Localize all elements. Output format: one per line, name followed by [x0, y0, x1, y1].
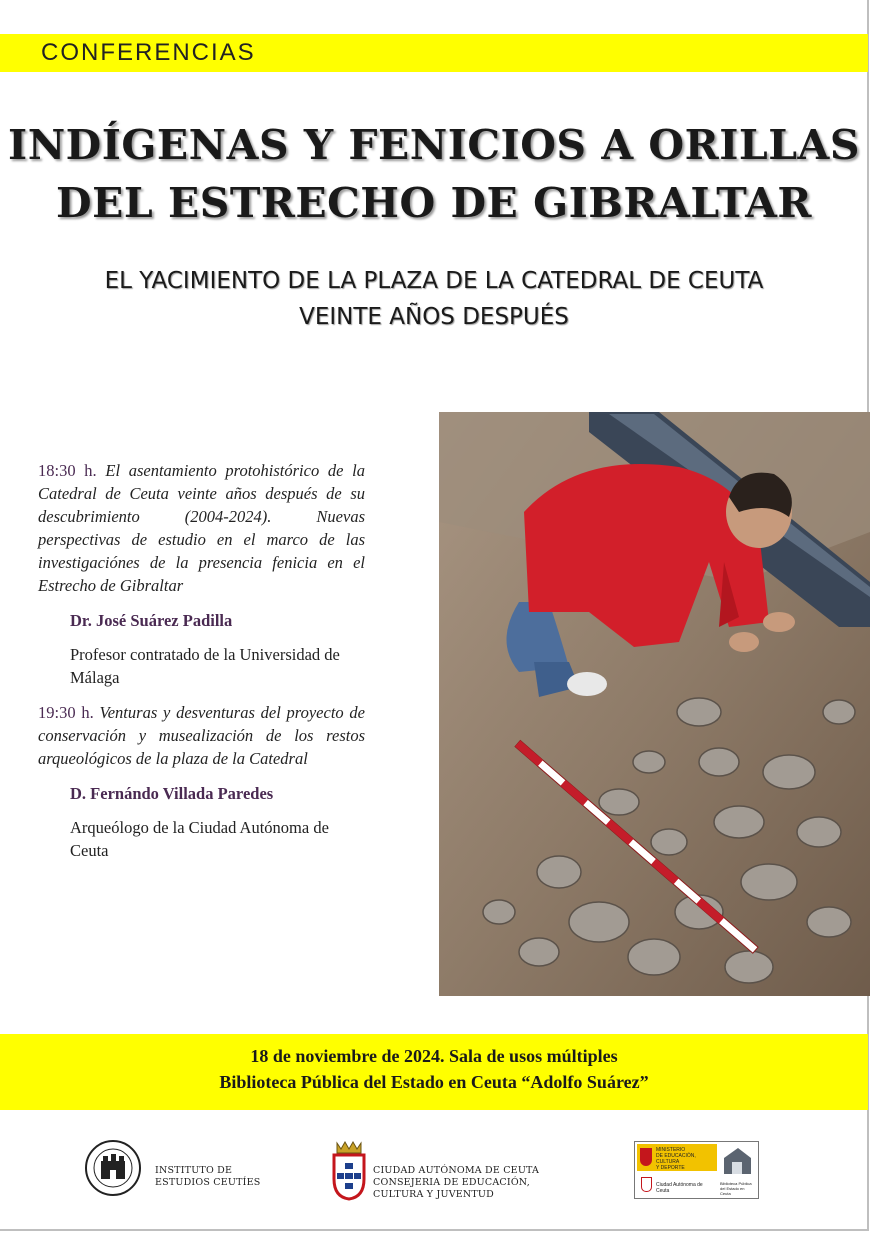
time-label: 18:30 h.	[38, 461, 97, 480]
event-info-band	[0, 1034, 868, 1110]
ceuta-small-badge: Ciudad Autónoma de Ceuta	[637, 1174, 717, 1196]
talk-description: Venturas y desventuras del proyecto de conservación y musealización de los restos arqueológicos de la plaza de la Catedral	[38, 703, 365, 768]
ceuta-coat-of-arms-icon	[331, 1141, 367, 1201]
main-title-line1: INDÍGENAS Y FENICIOS A ORILLAS	[8, 121, 860, 169]
program-list	[38, 459, 365, 862]
ministry-badge: MINISTERIO DE EDUCACIÓN, CULTURA Y DEPORTE	[637, 1144, 717, 1171]
time-label: 19:30 h.	[38, 703, 94, 722]
main-title-line2: DEL ESTRECHO DE GIBRALTAR	[56, 179, 812, 227]
category-band	[0, 34, 868, 72]
library-logo: Biblioteca Pública del Estado en Ceuta	[720, 1144, 755, 1196]
ministry-logos	[634, 1141, 759, 1199]
subtitle-line1: EL YACIMIENTO DE LA PLAZA DE LA CATEDRAL DE CEUTA	[104, 268, 764, 294]
event-date-venue: 18 de noviembre de 2024. Sala de usos múltiples	[250, 1046, 618, 1066]
event-library: Biblioteca Pública del Estado en Ceuta “Adolfo Suárez”	[219, 1072, 649, 1092]
city-council-label: CIUDAD AUTÓNOMA DE CEUTA CONSEJERIA DE EDUCACIÓN, CULTURA Y JUVENTUD	[373, 1165, 540, 1200]
program-entry-1	[38, 459, 365, 597]
spain-shield-icon	[640, 1148, 652, 1166]
speaker-name: Dr. José Suárez Padilla	[70, 611, 233, 630]
ceuta-small-shield-icon	[641, 1177, 652, 1192]
institute-seal-icon	[84, 1139, 142, 1197]
excavation-photo	[439, 412, 870, 996]
talk-description: El asentamiento protohistórico de la Catedral de Ceuta veinte años después de su descubrimiento (2004-2024). Nuevas perspectivas de estudio en el marco de las investigaciónes de la presencia fenicia en el Estrecho de Gibraltar	[38, 461, 365, 595]
speaker-name: D. Fernándo Villada Paredes	[70, 784, 274, 803]
subtitle-line2: VEINTE AÑOS DESPUÉS	[299, 304, 569, 330]
speaker-role: Profesor contratado de la Universidad de Málaga	[70, 645, 340, 687]
category-label: CONFERENCIAS	[41, 39, 256, 66]
speaker-role: Arqueólogo de la Ciudad Autónoma de Ceuta	[70, 818, 329, 860]
institute-label: INSTITUTO DE ESTUDIOS CEUTÍES	[155, 1165, 261, 1188]
program-entry-2	[38, 701, 365, 770]
